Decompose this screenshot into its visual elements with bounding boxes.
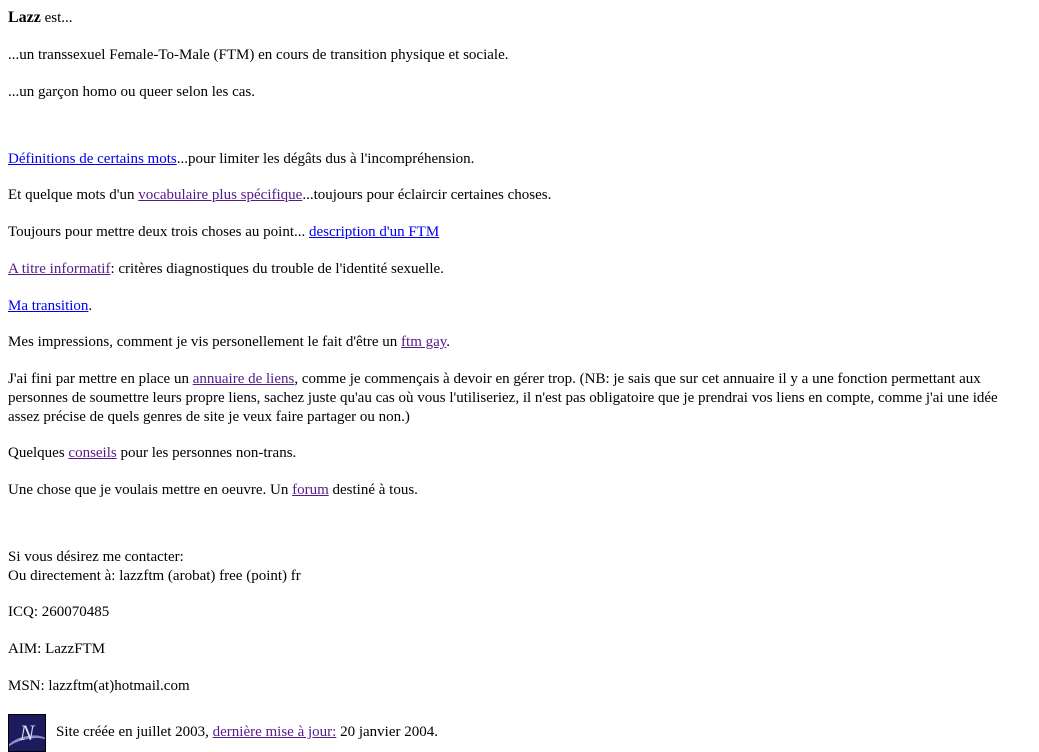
forum-link[interactable]: forum (292, 482, 329, 498)
transition-trailing-text: . (88, 297, 93, 314)
footer-text (56, 724, 438, 741)
intro-line-orientation: ...un garçon homo ou queer selon les cas. (8, 83, 256, 100)
impressions-leading-text: Mes impressions, comment je vis personellement le fait d'être un (8, 334, 402, 351)
contact-email-line: Ou directement à: lazzftm (arobat) free (point) fr (8, 567, 301, 584)
advice-leading-text: Quelques (8, 445, 69, 462)
forum-paragraph (8, 481, 1031, 500)
vocabulary-link[interactable]: vocabulaire plus spécifique (138, 187, 303, 204)
links-directory-trailing-text: , comme je commençais à devoir en gérer trop. (NB: je sais que sur cet annuaire il y a une fonction permettant aux personnes de soumettre leurs propre liens, sachez juste qu'au cas où vous l'utiliseriez, il n'est pas obligatoire que je prendrai vos liens en compte, comme j'ai une idée assez précise de quels genres de site je veux faire partager ou non.) (8, 371, 998, 425)
footer-row (8, 714, 1031, 752)
intro-heading (8, 8, 1031, 28)
ftm-gay-link[interactable]: ftm gay (401, 334, 447, 351)
forum-leading-text: Une chose que je voulais mettre en oeuvre. Un (8, 482, 293, 498)
ftm-description-paragraph (8, 223, 1031, 242)
section-spacer (8, 120, 1031, 150)
contact-block (8, 548, 1031, 586)
intro-line-transsexual: ...un transsexuel Female-To-Male (FTM) en cours de transition physique et sociale. (8, 47, 509, 63)
contact-aim: AIM: LazzFTM (8, 641, 106, 657)
site-owner-name: Lazz (8, 9, 41, 26)
contact-msn: MSN: lazzftm(at)hotmail.com (8, 677, 190, 694)
links-directory-leading-text: J'ai fini par mettre en place un (8, 371, 193, 387)
intro-est-text: est... (40, 10, 73, 26)
contact-spacer (8, 518, 1031, 548)
definitions-paragraph (8, 150, 1031, 169)
transition-link[interactable]: Ma transition (8, 297, 89, 314)
footer-created-text: Site créée en juillet 2003, (56, 724, 213, 740)
informative-trailing-text: : critères diagnostiques du trouble de l'identité sexuelle. (110, 260, 444, 277)
footer-update-date: 20 janvier 2004. (336, 724, 438, 740)
vocabulary-paragraph (8, 186, 1031, 205)
advice-link[interactable]: conseils (68, 445, 117, 462)
vocabulary-trailing-text: ...toujours pour éclaircir certaines choses. (302, 187, 552, 204)
forum-trailing-text: destiné à tous. (328, 482, 418, 498)
informative-link[interactable]: A titre informatif (8, 260, 111, 277)
definitions-link[interactable]: Définitions de certains mots (8, 150, 177, 167)
definitions-trailing-text: ...pour limiter les dégâts dus à l'incompréhension. (176, 150, 475, 167)
transition-paragraph (8, 297, 1031, 316)
last-update-link[interactable]: dernière mise à jour: (212, 724, 337, 740)
impressions-trailing-text: . (446, 334, 451, 351)
ftm-description-leading-text: Toujours pour mettre deux trois choses au point... (8, 224, 309, 240)
informative-paragraph (8, 260, 1031, 279)
contact-intro-line: Si vous désirez me contacter: (8, 548, 184, 565)
badge-letter: N (19, 719, 35, 745)
advice-trailing-text: pour les personnes non-trans. (116, 445, 297, 462)
links-directory-paragraph (8, 370, 1031, 426)
advice-paragraph (8, 444, 1031, 463)
impressions-paragraph (8, 333, 1031, 352)
vocabulary-leading-text: Et quelque mots d'un (8, 187, 139, 204)
contact-icq: ICQ: 260070485 (8, 604, 110, 621)
ftm-description-link[interactable]: description d'un FTM (308, 224, 440, 240)
site-badge-icon (8, 714, 46, 752)
links-directory-link[interactable]: annuaire de liens (192, 371, 295, 387)
